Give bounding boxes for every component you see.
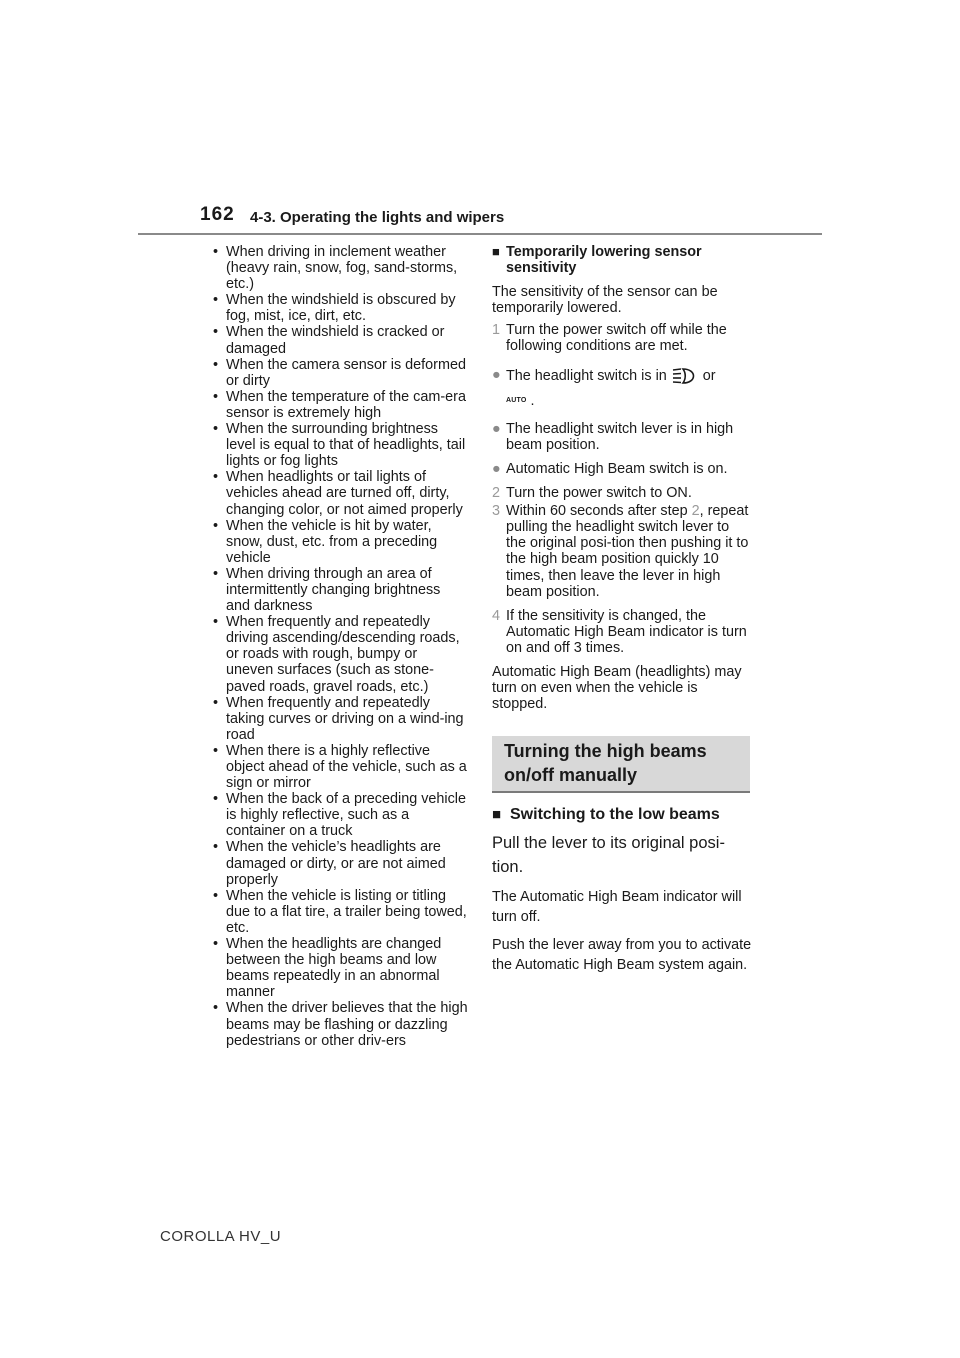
step-number: 1 (492, 322, 501, 339)
list-item: • When the vehicle is hit by water, snow, dust, etc. from a preceding vehicle (210, 518, 468, 566)
header-divider (138, 233, 822, 235)
auto-position-line (506, 393, 752, 409)
step-4 (492, 608, 752, 656)
step-number: 2 (492, 485, 501, 502)
condition-text: Automatic High Beam switch is on. (506, 461, 728, 477)
condition-text-or: or (702, 367, 716, 384)
step-number: 4 (492, 607, 501, 624)
list-item: • When the temperature of the cam-era sensor is extremely high (210, 389, 468, 421)
step-text: If the sensitivity is changed, the Automatic High Beam indicator is turn on and off 3 times. (506, 607, 747, 656)
circle-bullet-icon: ● (492, 420, 501, 437)
list-item: • When driving in inclement weather (heavy rain, snow, fog, sand-storms, etc.) (210, 244, 468, 292)
section-title: 4-3. Operating the lights and wipers (250, 209, 505, 226)
step-2 (492, 485, 752, 501)
list-item: • When headlights or tail lights of vehicles ahead are turned off, dirty, changing color, or not aimed properly (210, 469, 468, 517)
sensitivity-intro: The sensitivity of the sensor can be temporarily lowered. (492, 284, 718, 317)
condition-lever-position (492, 421, 752, 453)
step-number: 3 (492, 503, 501, 520)
indicator-note: The Automatic High Beam indicator will turn off. (492, 889, 742, 926)
square-bullet-icon: ■ (492, 806, 502, 824)
list-item: • When the headlights are changed between the high beams and low beams repeatedly in an abnormal manner (210, 936, 468, 1000)
list-item: • When the driver believes that the high beams may be flashing or dazzling pedestrians or other driv-ers (210, 1000, 468, 1048)
step-text: Turn the power switch to ON. (506, 485, 692, 502)
low-beam-heading (492, 807, 752, 823)
condition-headlight-switch (492, 367, 752, 385)
manual-section-title: Turning the high beams on/off manually (504, 741, 707, 786)
circle-bullet-icon: ● (492, 461, 501, 477)
step-text-end: , repeat pulling the headlight switch lever to the original posi-tion then pushing it to the high beam position quickly 10 times, then leave the lever in high beam position. (506, 503, 749, 600)
list-item: • When the windshield is obscured by fog, mist, ice, dirt, etc. (210, 292, 468, 324)
sensitivity-heading (492, 244, 752, 276)
instructions-column (492, 244, 752, 983)
footer-model-label: COROLLA HV_U (160, 1228, 282, 1245)
condition-text: The headlight switch lever is in high beam position. (506, 420, 734, 453)
conditions-list (210, 244, 468, 1049)
list-item: • When frequently and repeatedly taking curves or driving on a wind-ing road (210, 695, 468, 743)
list-item: • When the surrounding brightness level is equal to that of headlights, tail lights or fog lights (210, 421, 468, 469)
low-beam-instruction: Pull the lever to its original posi-tion. (492, 834, 725, 877)
list-item: • When the vehicle is listing or titling due to a flat tire, a trailer being towed, etc. (210, 888, 468, 936)
step-text (506, 503, 752, 600)
list-item: • When driving through an area of intermittently changing brightness and darkness (210, 566, 468, 614)
list-item: • When the vehicle’s headlights are damaged or dirty, or are not aimed properly (210, 839, 468, 887)
list-item: • When frequently and repeatedly driving ascending/descending roads, or roads with rough, bumpy or uneven surfaces (such as stone-paved roads, gravel roads, etc.) (210, 614, 468, 694)
list-item: • When there is a highly reflective object ahead of the vehicle, such as a sign or mirror (210, 743, 468, 791)
square-bullet-icon: ■ (492, 244, 500, 259)
step-text: Turn the power switch off while the following conditions are met. (506, 322, 727, 355)
low-beam-heading-text: Switching to the low beams (510, 806, 720, 824)
step-1 (492, 322, 752, 354)
sensitivity-note: Automatic High Beam (headlights) may turn on even when the vehicle is stopped. (492, 664, 742, 713)
condition-text (506, 367, 716, 385)
conditions-list-column (210, 244, 468, 1049)
auto-icon: AUTO (506, 396, 527, 404)
list-item: • When the windshield is cracked or damaged (210, 324, 468, 356)
high-beam-icon (671, 367, 699, 385)
page-number: 162 (200, 204, 235, 225)
step-text-start: Within 60 seconds after step (506, 503, 688, 520)
condition-end: . (530, 392, 535, 409)
list-item: • When the camera sensor is deformed or dirty (210, 357, 468, 389)
circle-bullet-icon: ● (492, 366, 501, 383)
manual-section-title-box (492, 736, 750, 793)
step-reference: 2 (691, 503, 700, 520)
step-3 (492, 503, 752, 600)
condition-text-start: The headlight switch is in (506, 367, 667, 384)
reactivate-note: Push the lever away from you to activate the Automatic High Beam system again. (492, 937, 752, 974)
sensitivity-heading-text: Temporarily lowering sensor sensitivity (506, 244, 702, 277)
list-item: • When the back of a preceding vehicle is highly reflective, such as a container on a truck (210, 791, 468, 839)
condition-ahb-switch (492, 461, 752, 477)
